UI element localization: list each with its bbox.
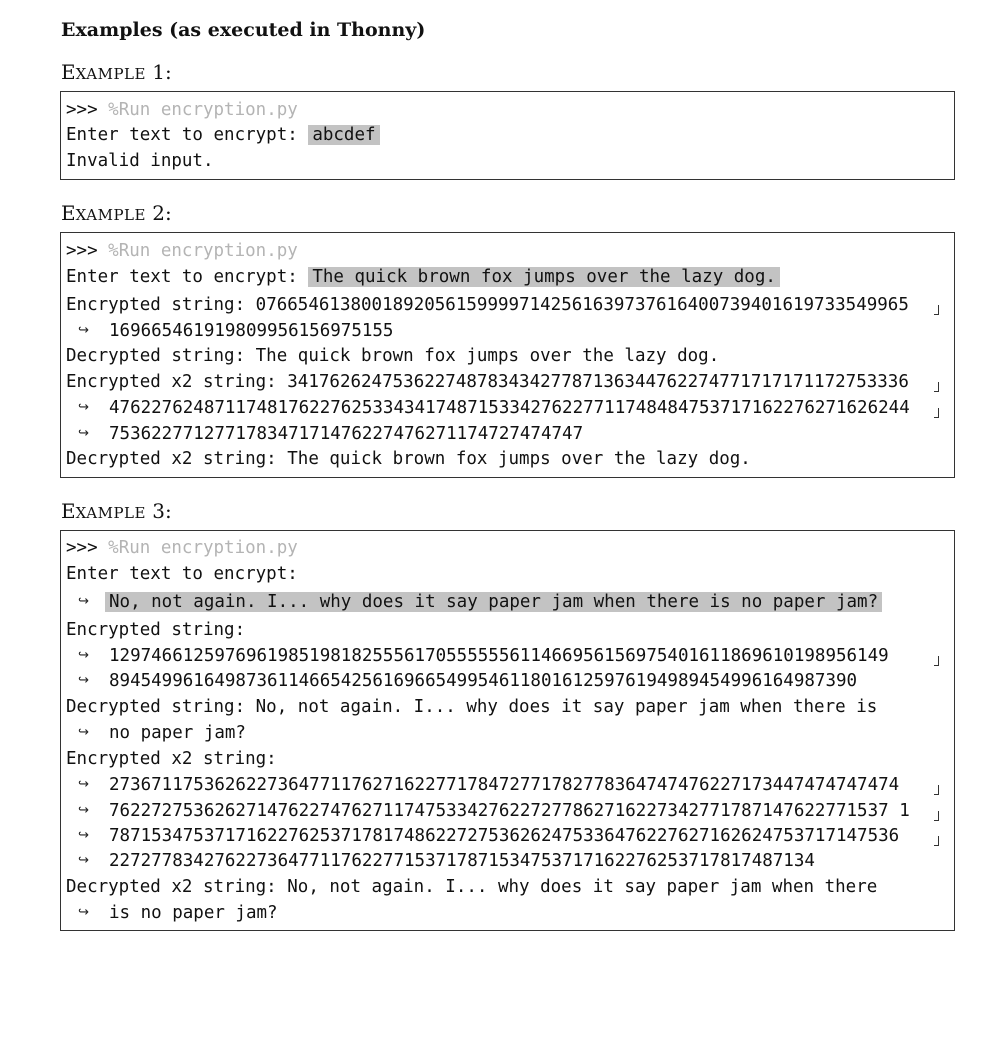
example-1-console [60,91,955,180]
continuation-arrow-icon: ↪ [78,673,89,688]
continuation-arrow-icon: ↪ [78,426,89,441]
example-2-label: EXAMPLE 2: [61,201,172,225]
user-input-highlight: No, not again. I... why does it say paper jam when there is no paper jam? [105,592,882,612]
enter-text-line: Enter text to encrypt: [66,564,298,584]
continuation-arrow-icon: ↪ [78,594,89,609]
run-command-line: >>> %Run encryption.py [66,538,298,558]
example-2-console [60,232,955,478]
line-wrap-icon [934,785,939,795]
continuation-arrow-icon: ↪ [78,777,89,792]
example-3-console [60,530,955,931]
encrypted-x2-line: Encrypted x2 string: 34176262475362274878343427787136344762274771717171172753336 [66,372,909,392]
encrypted-x2-cont-3: 787153475371716227625371781748622727536262475336476227627162624753717147536 [109,826,900,846]
run-command-line: >>> %Run encryption.py [66,241,298,261]
decrypted-line: Decrypted string: The quick brown fox jumps over the lazy dog. [66,346,720,366]
continuation-arrow-icon: ↪ [78,853,89,868]
decrypted-x2-cont: is no paper jam? [109,903,278,923]
encrypted-x2-cont-2: 753622771277178347171476227476271174727474747 [109,424,584,444]
example-3-label: EXAMPLE 3: [61,499,172,523]
run-command-line: >>> %Run encryption.py [66,100,298,120]
invalid-input-message: Invalid input. [66,151,214,171]
decrypted-line: Decrypted string: No, not again. I... why does it say paper jam when there is [66,697,878,717]
continuation-arrow-icon: ↪ [78,905,89,920]
example-1-label: EXAMPLE 1: [61,60,172,84]
enter-text-line: Enter text to encrypt: abcdef [66,123,380,147]
line-wrap-icon [934,656,939,666]
encrypted-x2-cont-1: 4762276248711748176227625334341748715334276227711748484753717162276271626244 [109,398,910,418]
encrypted-cont-1: 12974661259769619851981825556170555555611466956156975401611869610198956149 [109,646,889,666]
line-wrap-icon [934,305,939,315]
line-wrap-icon [934,811,939,821]
continuation-arrow-icon: ↪ [78,648,89,663]
decrypted-x2-line: Decrypted x2 string: No, not again. I... why does it say paper jam when there [66,877,878,897]
line-wrap-icon [934,382,939,392]
encrypted-line: Encrypted string: 07665461380018920561599997142561639737616400739401619733549965 [66,295,909,315]
enter-text-line: Enter text to encrypt: The quick brown fox jumps over the lazy dog. [66,265,780,289]
encrypted-x2-cont-2: 76227275362627147622747627117475334276227277862716227342771787147622771537 1 [109,801,910,821]
user-input-highlight: abcdef [308,125,379,145]
continuation-arrow-icon: ↪ [78,828,89,843]
encrypted-cont-2: 89454996164987361146654256169665499546118016125976194989454996164987390 [109,671,858,691]
line-wrap-icon [934,408,939,418]
page-heading: Examples (as executed in Thonny) [61,19,426,41]
continuation-arrow-icon: ↪ [78,803,89,818]
enter-text-cont [105,590,882,614]
continuation-arrow-icon: ↪ [78,725,89,740]
encrypted-label-line: Encrypted string: [66,620,246,640]
continuation-arrow-icon: ↪ [78,323,89,338]
line-wrap-icon [934,836,939,846]
encrypted-x2-cont-4: 2272778342762273647711762277153717871534753717162276253717817487134 [109,851,815,871]
decrypted-cont: no paper jam? [109,723,246,743]
decrypted-x2-line: Decrypted x2 string: The quick brown fox jumps over the lazy dog. [66,449,751,469]
user-input-highlight: The quick brown fox jumps over the lazy dog. [308,267,780,287]
continuation-arrow-icon: ↪ [78,400,89,415]
encrypted-x2-cont-1: 273671175362622736477117627162277178472771782778364747476227173447474747474 [109,775,900,795]
encrypted-x2-label-line: Encrypted x2 string: [66,749,277,769]
encrypted-line-cont: 169665461919809956156975155 [109,321,394,341]
